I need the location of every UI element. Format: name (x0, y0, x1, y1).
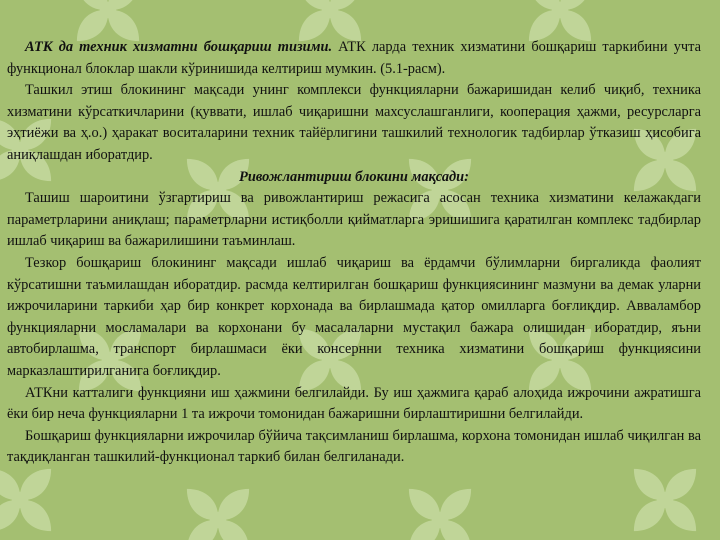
intro-text: АТК ларда техник хизматини бошқариш таркибини учта функционал блоклар шакли кўринишида келтириш мумкин. (5.1-расм). (7, 39, 701, 77)
document-body (7, 37, 701, 469)
paragraph-atk-size: АТКни катталиги функцияни иш ҳажмини белгилайди. Бу иш ҳажмига қараб алоҳида ижрочини ажратишга ёки бир неча функцияларни 1 та ижрочи томонидан бажаришни бирлаштиришни белгилайди. (7, 384, 701, 423)
development-block-heading: Ривожлантириш блокини мақсади: (239, 168, 469, 185)
intro-paragraph (7, 37, 701, 80)
paragraph-organization-block: Ташкил этиш блокининг мақсади унинг комплекси функцияларни бажаришидан келиб чиқиб, техника хизматини кўрсаткичларини (қуввати, ишлаб чиқаришни махсуслашганлиги, кооперация ҳажми, ресурсларга эҳтиёжи ва ҳ.о.) ҳаракат воситаларини техник тайёрлигини ташкилий технологик тадбирлар ўтказиш ҳисобига аниқлашдан иборатдир. (7, 82, 701, 163)
paragraph-development-block: Ташиш шароитини ўзгартириш ва ривожлантириш режасига асосан техника хизматини келажакдаги параметрларини аниқлаш; параметрларни истиқболли қийматларга эришишига қаратилган комплекс тадбирлар ишлаб чиқариш ва бажарилишини таъминлаш. (7, 190, 701, 250)
paragraph-function-distribution: Бошқариш функцияларни ижрочилар бўйича тақсимланиш бирлашма, корхона томонидан ишлаб чиқилган ва тақдиқланган ташкилий-функционал таркиб билан белгиланади. (7, 427, 701, 466)
intro-heading: АТК да техник хизматни бошқариш тизими. (25, 39, 333, 55)
paragraph-operational-management: Тезкор бошқариш блокининг мақсади ишлаб чиқариш ва ёрдамчи бўлимларни биргаликда фаолият кўрсатишни таъмилашдан иборатдир. расмда келтирилган бошқариш функциясининг мазмуни ва демак уларни ижрочиларини таркиби ҳар бир конкрет корхонада ва бирлашмада қатор омилларга боғлиқдир. Авваламбор функцияларни мосламалари ва корхонани бу масалаларни мустақил бажара олишидан иборатдир, яъни автобирлашма, транспорт бирлашмаси ёки консернни техника хизматини бошқариш функциясини марказлаштирилганига боғлиқдир. (7, 254, 701, 379)
